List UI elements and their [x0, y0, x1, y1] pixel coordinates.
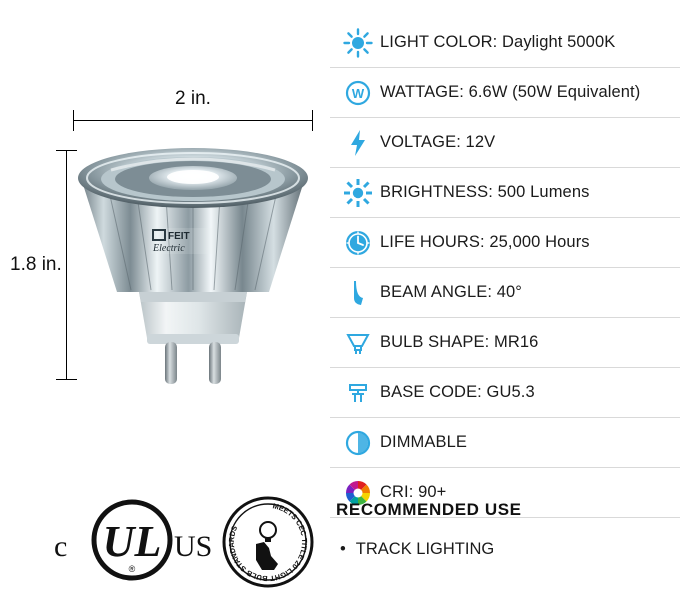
ul-mark-left-letter: c [54, 530, 68, 563]
spec-row-dimmable [330, 418, 680, 468]
spec-label-brightness: BRIGHTNESS: 500 Lumens [380, 183, 590, 201]
specification-list [330, 18, 680, 518]
clock-icon [336, 226, 380, 260]
cec-title-20-icon [222, 496, 314, 588]
spec-row-beam-angle [330, 268, 680, 318]
spec-label-light-color: LIGHT COLOR: Daylight 5000K [380, 33, 616, 51]
beam-angle-icon [336, 276, 380, 310]
brightness-icon [336, 176, 380, 210]
recommended-use-section [336, 500, 676, 559]
ul-listed-icon [52, 498, 212, 582]
spec-row-base-code [330, 368, 680, 418]
height-dimension-line [66, 150, 67, 380]
bolt-icon [336, 126, 380, 160]
sun-icon [336, 26, 380, 60]
recommended-use-title: RECOMMENDED USE [336, 500, 522, 519]
spec-label-cri: CRI: 90+ [380, 483, 447, 501]
recommended-use-list [336, 540, 676, 559]
spec-label-beam-angle: BEAM ANGLE: 40° [380, 283, 522, 301]
spec-label-bulb-shape: BULB SHAPE: MR16 [380, 333, 539, 351]
bulb-brand-line1: FEIT [168, 231, 190, 242]
certification-marks [40, 490, 320, 590]
spec-label-dimmable: DIMMABLE [380, 433, 467, 451]
base-code-icon [336, 376, 380, 410]
height-dimension [10, 150, 80, 380]
spec-label-base-code: BASE CODE: GU5.3 [380, 383, 535, 401]
mr16-bulb-image [73, 142, 313, 387]
california-silhouette [256, 542, 278, 570]
spec-label-wattage: WATTAGE: 6.6W (50W Equivalent) [380, 83, 641, 101]
dimmable-icon [336, 426, 380, 460]
width-dimension [73, 88, 313, 128]
spec-label-voltage: VOLTAGE: 12V [380, 133, 496, 151]
svg-text:MEETS CEC TITLE 20 LIGHT BULB [227, 501, 309, 583]
wattage-icon [336, 76, 380, 110]
spec-row-wattage [330, 68, 680, 118]
spec-label-life-hours: LIFE HOURS: 25,000 Hours [380, 233, 590, 251]
cec-title-20-text: MEETS CEC TITLE 20 LIGHT BULB STANDARDS [226, 501, 310, 584]
spec-row-light-color [330, 18, 680, 68]
bulb-shape-icon [336, 326, 380, 360]
bulb-brand-line2: Electric [153, 243, 185, 254]
spec-row-brightness [330, 168, 680, 218]
ul-mark-text: UL [102, 517, 162, 566]
spec-row-life-hours [330, 218, 680, 268]
height-dimension-label: 1.8 in. [10, 254, 62, 275]
svg-text:W: W [351, 85, 365, 101]
spec-row-voltage [330, 118, 680, 168]
recommended-use-item: • TRACK LIGHTING [336, 540, 676, 559]
spec-row-bulb-shape [330, 318, 680, 368]
ul-mark-right-letter: US [174, 530, 212, 563]
ul-mark-registered: ® [128, 564, 136, 574]
width-dimension-line [73, 120, 313, 121]
width-dimension-label: 2 in. [175, 88, 211, 109]
